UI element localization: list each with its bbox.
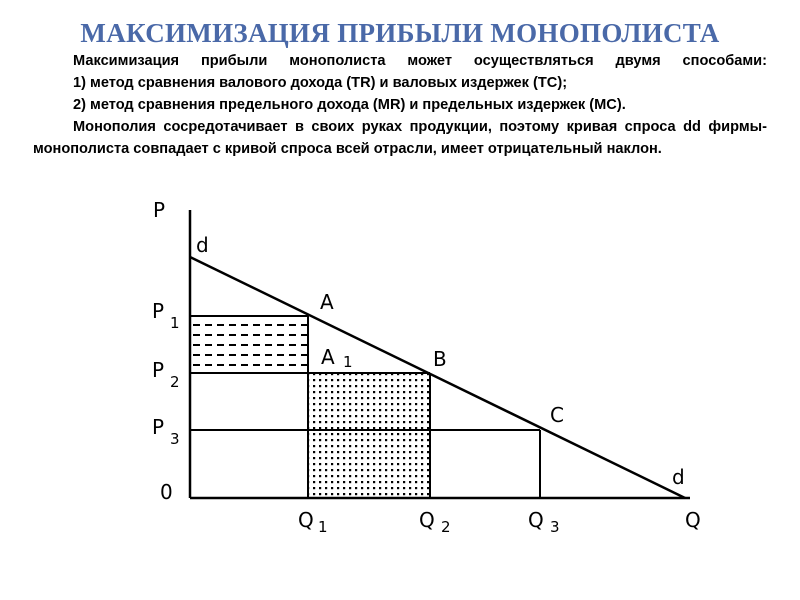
method-2: 2) метод сравнения предельного дохода (MR) и предельных издержек (MC). (73, 97, 626, 113)
point-a1-label: A (321, 345, 335, 369)
paragraph-monopoly: Монополия сосредотачивает в своих руках продукции, поэтому кривая спроса dd фирмы-монополиста совпадает с кривой спроса всей отрасли, имеет отрицательный наклон. (33, 119, 767, 157)
label-q1: Q (298, 508, 314, 532)
point-c-label: C (550, 403, 564, 427)
label-p3: P (152, 415, 165, 439)
region-a1-q2-dotted (308, 374, 430, 498)
x-axis-label: Q (685, 508, 701, 532)
method-1: 1) метод сравнения валового дохода (TR) и валовых издержек (TC); (73, 75, 568, 91)
page-title: МАКСИМИЗАЦИЯ ПРИБЫЛИ МОНОПОЛИСТА (80, 18, 720, 48)
region-p1-rectangle-dashed (190, 317, 308, 372)
label-p2-sub: 2 (170, 373, 180, 391)
label-p2: P (152, 358, 165, 382)
paragraph-intro: Максимизация прибыли монополиста может осуществляться двумя способами: (73, 53, 767, 69)
label-q2-sub: 2 (441, 518, 451, 536)
demand-curve-dd (190, 257, 685, 498)
point-a-label: A (320, 290, 334, 314)
label-p3-sub: 3 (170, 430, 180, 448)
label-p1: P (152, 299, 165, 323)
origin-label: 0 (160, 480, 173, 504)
label-q3: Q (528, 508, 544, 532)
point-b-label: B (433, 347, 447, 371)
label-q1-sub: 1 (318, 518, 328, 536)
label-q2: Q (419, 508, 435, 532)
label-q3-sub: 3 (550, 518, 560, 536)
curve-label-start: d (196, 233, 209, 257)
point-a1-sub: 1 (343, 353, 353, 371)
curve-label-end: d (672, 465, 685, 489)
y-axis-label: P (153, 198, 166, 222)
label-p1-sub: 1 (170, 314, 180, 332)
